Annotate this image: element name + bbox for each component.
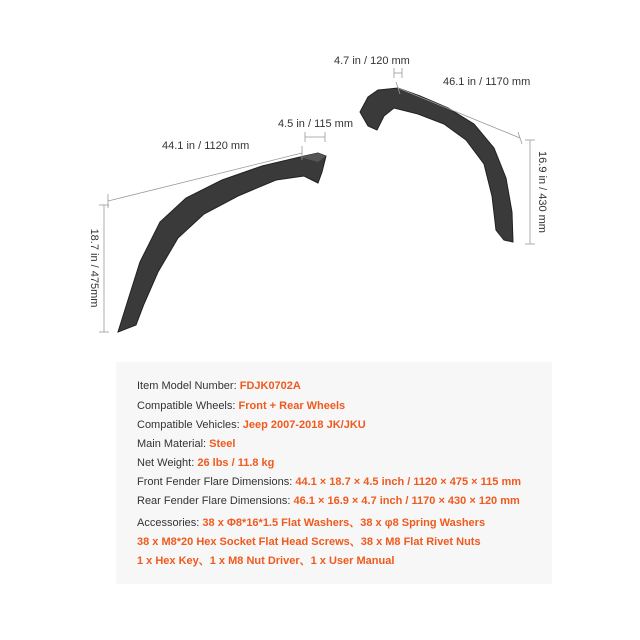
spec-model bbox=[137, 380, 301, 392]
rear-width-label: 4.7 in / 120 mm bbox=[334, 55, 410, 67]
spec-rear-dimensions bbox=[137, 495, 520, 507]
spec-wheels bbox=[137, 400, 345, 412]
spec-value: 46.1 × 16.9 × 4.7 inch / 1170 × 430 × 120 mm bbox=[293, 495, 520, 507]
front-fender-flare bbox=[118, 153, 326, 332]
spec-accessories-line2 bbox=[137, 533, 481, 549]
spec-label: Accessories: bbox=[137, 517, 200, 529]
spec-label: Compatible Wheels: bbox=[137, 400, 236, 412]
spec-accessories-line3 bbox=[137, 552, 394, 568]
spec-label: Front Fender Flare Dimensions: bbox=[137, 476, 293, 488]
spec-label: Main Material: bbox=[137, 438, 207, 450]
spec-value: 38 x Φ8*16*1.5 Flat Washers、38 x φ8 Spring Washers bbox=[202, 517, 486, 529]
front-width-dimension-line bbox=[305, 132, 325, 142]
front-length-label: 44.1 in / 1120 mm bbox=[162, 140, 250, 152]
spec-value: Front + Rear Wheels bbox=[238, 400, 346, 412]
spec-value: FDJK0702A bbox=[239, 380, 301, 392]
spec-value: 38 x M8*20 Hex Socket Flat Head Screws、38 x M8 Flat Rivet Nuts bbox=[137, 536, 481, 548]
front-width-label: 4.5 in / 115 mm bbox=[278, 118, 353, 130]
spec-accessories bbox=[137, 514, 485, 530]
rear-height-dimension-line bbox=[525, 140, 535, 244]
specifications-panel bbox=[116, 362, 552, 584]
spec-label: Net Weight: bbox=[137, 457, 195, 469]
spec-front-dimensions bbox=[137, 476, 521, 488]
spec-label: Item Model Number: bbox=[137, 380, 237, 392]
front-height-label: 18.7 in / 475mm bbox=[88, 228, 100, 308]
front-height-dimension-line bbox=[99, 205, 109, 332]
spec-value: Steel bbox=[209, 438, 236, 450]
spec-label: Compatible Vehicles: bbox=[137, 419, 240, 431]
rear-length-label: 46.1 in / 1170 mm bbox=[443, 76, 531, 88]
spec-value: 44.1 × 18.7 × 4.5 inch / 1120 × 475 × 115 mm bbox=[295, 476, 522, 488]
spec-value: 26 lbs / 11.8 kg bbox=[197, 457, 275, 469]
rear-height-label: 16.9 in / 430 mm bbox=[536, 151, 548, 233]
spec-label: Rear Fender Flare Dimensions: bbox=[137, 495, 291, 507]
rear-width-dimension-line bbox=[394, 68, 402, 78]
spec-value: 1 x Hex Key、1 x M8 Nut Driver、1 x User Manual bbox=[137, 555, 395, 567]
spec-weight bbox=[137, 457, 274, 469]
spec-vehicles bbox=[137, 419, 366, 431]
spec-value: Jeep 2007-2018 JK/JKU bbox=[242, 419, 366, 431]
spec-material bbox=[137, 438, 235, 450]
rear-fender-flare bbox=[360, 88, 513, 242]
